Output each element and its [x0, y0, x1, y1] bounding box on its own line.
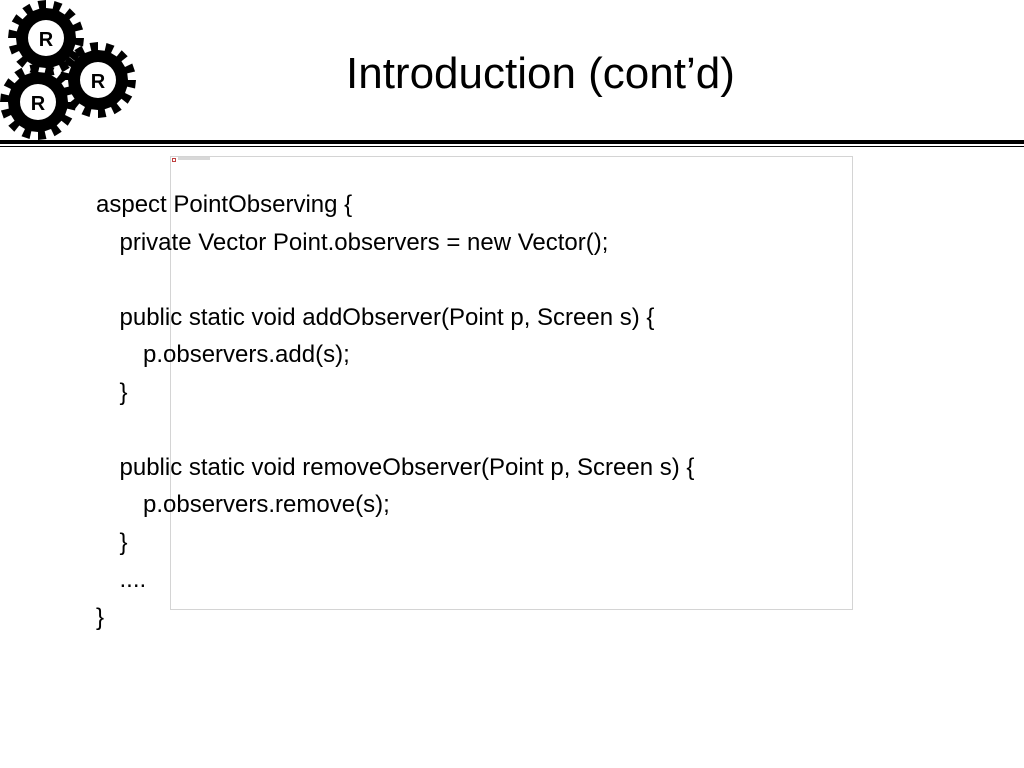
code-line: aspect PointObserving {: [96, 191, 353, 218]
embedded-object-frame: [170, 156, 853, 610]
title-divider-thick: [0, 140, 1024, 144]
code-line: p.observers.remove(s);: [143, 491, 390, 518]
code-line: }: [119, 528, 128, 556]
embedded-object-caption: [178, 157, 210, 160]
gears-logo-icon: [0, 0, 140, 142]
code-line: }: [96, 603, 105, 631]
code-line: p.observers.add(s);: [143, 341, 350, 368]
gear-letter: R: [30, 93, 46, 115]
code-line: ....: [119, 566, 147, 593]
title-divider-thin: [0, 146, 1024, 147]
code-line: private Vector Point.observers = new Vector();: [119, 228, 609, 256]
code-line: public static void removeObserver(Point p, Screen s) {: [119, 453, 695, 481]
code-line: }: [119, 378, 128, 406]
gear-letter: R: [38, 29, 54, 51]
embedded-object-marker-icon: [172, 158, 176, 162]
code-line: public static void addObserver(Point p, Screen s) {: [119, 303, 655, 331]
slide-title: Introduction (cont’d): [346, 49, 735, 98]
gear-letter: R: [90, 71, 106, 93]
